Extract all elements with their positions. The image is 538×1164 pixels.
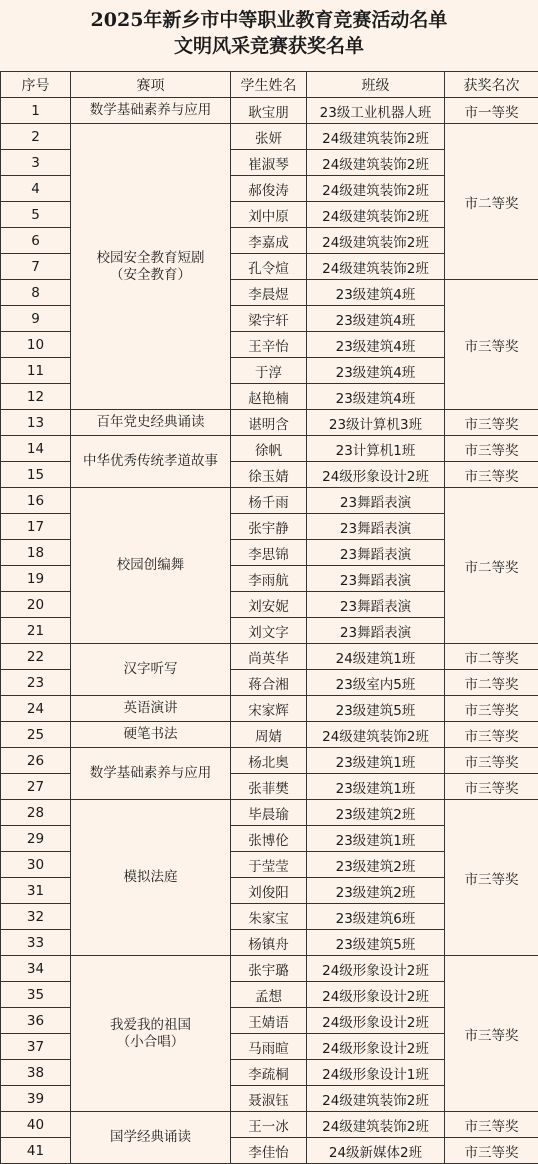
header-event: 赛项: [71, 72, 231, 98]
class-name: 24级新媒体2班: [307, 1138, 445, 1164]
class-name: 23舞蹈表演: [307, 592, 445, 618]
table-row: [1, 436, 538, 462]
row-number: 34: [1, 956, 71, 982]
table-row: [1, 1112, 538, 1138]
event-name: 我爱我的祖国 （小合唱）: [71, 956, 231, 1112]
row-number: 41: [1, 1138, 71, 1164]
row-number: 27: [1, 774, 71, 800]
class-name: 23级工业机器人班: [307, 98, 445, 124]
table-row: [1, 800, 538, 826]
row-number: 18: [1, 540, 71, 566]
row-number: 24: [1, 696, 71, 722]
event-name: 数学基础素养与应用: [71, 98, 231, 124]
class-name: 24级形象设计1班: [307, 1060, 445, 1086]
header-number: 序号: [1, 72, 71, 98]
award-rank: 市三等奖: [445, 722, 538, 748]
event-name: 硬笔书法: [71, 722, 231, 748]
class-name: 23舞蹈表演: [307, 566, 445, 592]
table-row: [1, 696, 538, 722]
table-row: [1, 956, 538, 982]
event-name: 国学经典诵读: [71, 1112, 231, 1164]
class-name: 24级形象设计2班: [307, 1034, 445, 1060]
student-name: 聂淑钰: [231, 1086, 307, 1112]
student-name: 杨北奥: [231, 748, 307, 774]
row-number: 14: [1, 436, 71, 462]
class-name: 23舞蹈表演: [307, 540, 445, 566]
row-number: 25: [1, 722, 71, 748]
student-name: 刘安妮: [231, 592, 307, 618]
class-name: 24级形象设计2班: [307, 956, 445, 982]
award-rank: 市三等奖: [445, 1112, 538, 1138]
student-name: 王一冰: [231, 1112, 307, 1138]
title-line-2: 文明风采竞赛获奖名单: [173, 35, 364, 57]
class-name: 23级建筑2班: [307, 852, 445, 878]
row-number: 6: [1, 228, 71, 254]
student-name: 李晨煜: [231, 280, 307, 306]
row-number: 39: [1, 1086, 71, 1112]
award-rank: 市三等奖: [445, 462, 538, 488]
row-number: 30: [1, 852, 71, 878]
award-rank: 市三等奖: [445, 410, 538, 436]
row-number: 13: [1, 410, 71, 436]
table-row: [1, 748, 538, 774]
header-row: [1, 72, 538, 98]
class-name: 23级建筑6班: [307, 904, 445, 930]
class-name: 24级建筑装饰2班: [307, 150, 445, 176]
student-name: 毕晨瑜: [231, 800, 307, 826]
row-number: 11: [1, 358, 71, 384]
event-name: 百年党史经典诵读: [71, 410, 231, 436]
student-name: 蒋合湘: [231, 670, 307, 696]
class-name: 23级计算机3班: [307, 410, 445, 436]
student-name: 李佳怡: [231, 1138, 307, 1164]
class-name: 24级形象设计2班: [307, 982, 445, 1008]
header-award: 获奖名次: [445, 72, 538, 98]
student-name: 孟想: [231, 982, 307, 1008]
row-number: 1: [1, 98, 71, 124]
award-rank: 市二等奖: [445, 644, 538, 670]
class-name: 23舞蹈表演: [307, 618, 445, 644]
row-number: 40: [1, 1112, 71, 1138]
table-row: [1, 644, 538, 670]
class-name: 23级建筑2班: [307, 878, 445, 904]
class-name: 23计算机1班: [307, 436, 445, 462]
event-name: 数学基础素养与应用: [71, 748, 231, 800]
student-name: 尚英华: [231, 644, 307, 670]
class-name: 24级形象设计2班: [307, 462, 445, 488]
table-row: [1, 410, 538, 436]
student-name: 谌明含: [231, 410, 307, 436]
event-name: 校园安全教育短剧 （安全教育）: [71, 124, 231, 410]
row-number: 21: [1, 618, 71, 644]
row-number: 35: [1, 982, 71, 1008]
class-name: 23级建筑4班: [307, 332, 445, 358]
event-name: 校园创编舞: [71, 488, 231, 644]
student-name: 张宇璐: [231, 956, 307, 982]
student-name: 于淳: [231, 358, 307, 384]
class-name: 23舞蹈表演: [307, 514, 445, 540]
row-number: 33: [1, 930, 71, 956]
row-number: 20: [1, 592, 71, 618]
class-name: 23舞蹈表演: [307, 488, 445, 514]
student-name: 马雨暄: [231, 1034, 307, 1060]
row-number: 2: [1, 124, 71, 150]
student-name: 徐帆: [231, 436, 307, 462]
student-name: 刘文字: [231, 618, 307, 644]
student-name: 杨镇舟: [231, 930, 307, 956]
header-class: 班级: [307, 72, 445, 98]
award-rank: 市二等奖: [445, 670, 538, 696]
student-name: 赵艳楠: [231, 384, 307, 410]
student-name: 张菲樊: [231, 774, 307, 800]
award-rank: 市三等奖: [445, 280, 538, 410]
title-line-1: 2025年新乡市中等职业教育竞赛活动名单: [90, 9, 448, 31]
award-rank: 市三等奖: [445, 800, 538, 956]
row-number: 9: [1, 306, 71, 332]
award-rank: 市三等奖: [445, 696, 538, 722]
student-name: 张宇静: [231, 514, 307, 540]
class-name: 23级建筑1班: [307, 826, 445, 852]
table-row: [1, 98, 538, 124]
award-rank: 市二等奖: [445, 124, 538, 280]
class-name: 24级建筑装饰2班: [307, 1086, 445, 1112]
class-name: 23级建筑4班: [307, 358, 445, 384]
class-name: 24级建筑装饰2班: [307, 176, 445, 202]
student-name: 张博伦: [231, 826, 307, 852]
row-number: 23: [1, 670, 71, 696]
row-number: 3: [1, 150, 71, 176]
class-name: 23级建筑4班: [307, 306, 445, 332]
student-name: 宋家辉: [231, 696, 307, 722]
table-row: [1, 722, 538, 748]
award-rank: 市三等奖: [445, 774, 538, 800]
class-name: 24级建筑1班: [307, 644, 445, 670]
class-name: 23级室内5班: [307, 670, 445, 696]
student-name: 于莹莹: [231, 852, 307, 878]
row-number: 4: [1, 176, 71, 202]
award-rank: 市一等奖: [445, 98, 538, 124]
student-name: 徐玉婧: [231, 462, 307, 488]
class-name: 23级建筑4班: [307, 384, 445, 410]
row-number: 8: [1, 280, 71, 306]
student-name: 刘俊阳: [231, 878, 307, 904]
row-number: 16: [1, 488, 71, 514]
row-number: 38: [1, 1060, 71, 1086]
class-name: 24级建筑装饰2班: [307, 722, 445, 748]
class-name: 24级形象设计2班: [307, 1008, 445, 1034]
student-name: 王辛怡: [231, 332, 307, 358]
award-rank: 市三等奖: [445, 748, 538, 774]
award-rank: 市三等奖: [445, 956, 538, 1112]
student-name: 李雨航: [231, 566, 307, 592]
event-name: 模拟法庭: [71, 800, 231, 956]
class-name: 23级建筑2班: [307, 800, 445, 826]
award-rank: 市三等奖: [445, 436, 538, 462]
student-name: 王婧语: [231, 1008, 307, 1034]
row-number: 29: [1, 826, 71, 852]
student-name: 张妍: [231, 124, 307, 150]
row-number: 31: [1, 878, 71, 904]
row-number: 15: [1, 462, 71, 488]
student-name: 李疏桐: [231, 1060, 307, 1086]
row-number: 22: [1, 644, 71, 670]
row-number: 32: [1, 904, 71, 930]
row-number: 36: [1, 1008, 71, 1034]
row-number: 19: [1, 566, 71, 592]
award-rank: 市二等奖: [445, 488, 538, 644]
class-name: 23级建筑1班: [307, 774, 445, 800]
student-name: 郝俊涛: [231, 176, 307, 202]
class-name: 24级建筑装饰2班: [307, 254, 445, 280]
student-name: 朱家宝: [231, 904, 307, 930]
award-table: [0, 71, 538, 1164]
class-name: 23级建筑5班: [307, 696, 445, 722]
row-number: 28: [1, 800, 71, 826]
row-number: 12: [1, 384, 71, 410]
event-name: 中华优秀传统孝道故事: [71, 436, 231, 488]
class-name: 24级建筑装饰2班: [307, 124, 445, 150]
row-number: 26: [1, 748, 71, 774]
student-name: 杨千雨: [231, 488, 307, 514]
class-name: 24级建筑装饰2班: [307, 1112, 445, 1138]
award-rank: 市三等奖: [445, 1138, 538, 1164]
row-number: 5: [1, 202, 71, 228]
class-name: 24级建筑装饰2班: [307, 202, 445, 228]
row-number: 7: [1, 254, 71, 280]
student-name: 李嘉成: [231, 228, 307, 254]
student-name: 孔令煊: [231, 254, 307, 280]
event-name: 英语演讲: [71, 696, 231, 722]
student-name: 周婧: [231, 722, 307, 748]
student-name: 崔淑琴: [231, 150, 307, 176]
table-row: [1, 488, 538, 514]
student-name: 李思锦: [231, 540, 307, 566]
class-name: 24级建筑装饰2班: [307, 228, 445, 254]
student-name: 刘中原: [231, 202, 307, 228]
header-student-name: 学生姓名: [231, 72, 307, 98]
event-name: 汉字听写: [71, 644, 231, 696]
row-number: 10: [1, 332, 71, 358]
row-number: 37: [1, 1034, 71, 1060]
student-name: 梁宇轩: [231, 306, 307, 332]
table-row: [1, 124, 538, 150]
class-name: 23级建筑5班: [307, 930, 445, 956]
class-name: 23级建筑4班: [307, 280, 445, 306]
student-name: 耿宝朋: [231, 98, 307, 124]
row-number: 17: [1, 514, 71, 540]
class-name: 23级建筑1班: [307, 748, 445, 774]
